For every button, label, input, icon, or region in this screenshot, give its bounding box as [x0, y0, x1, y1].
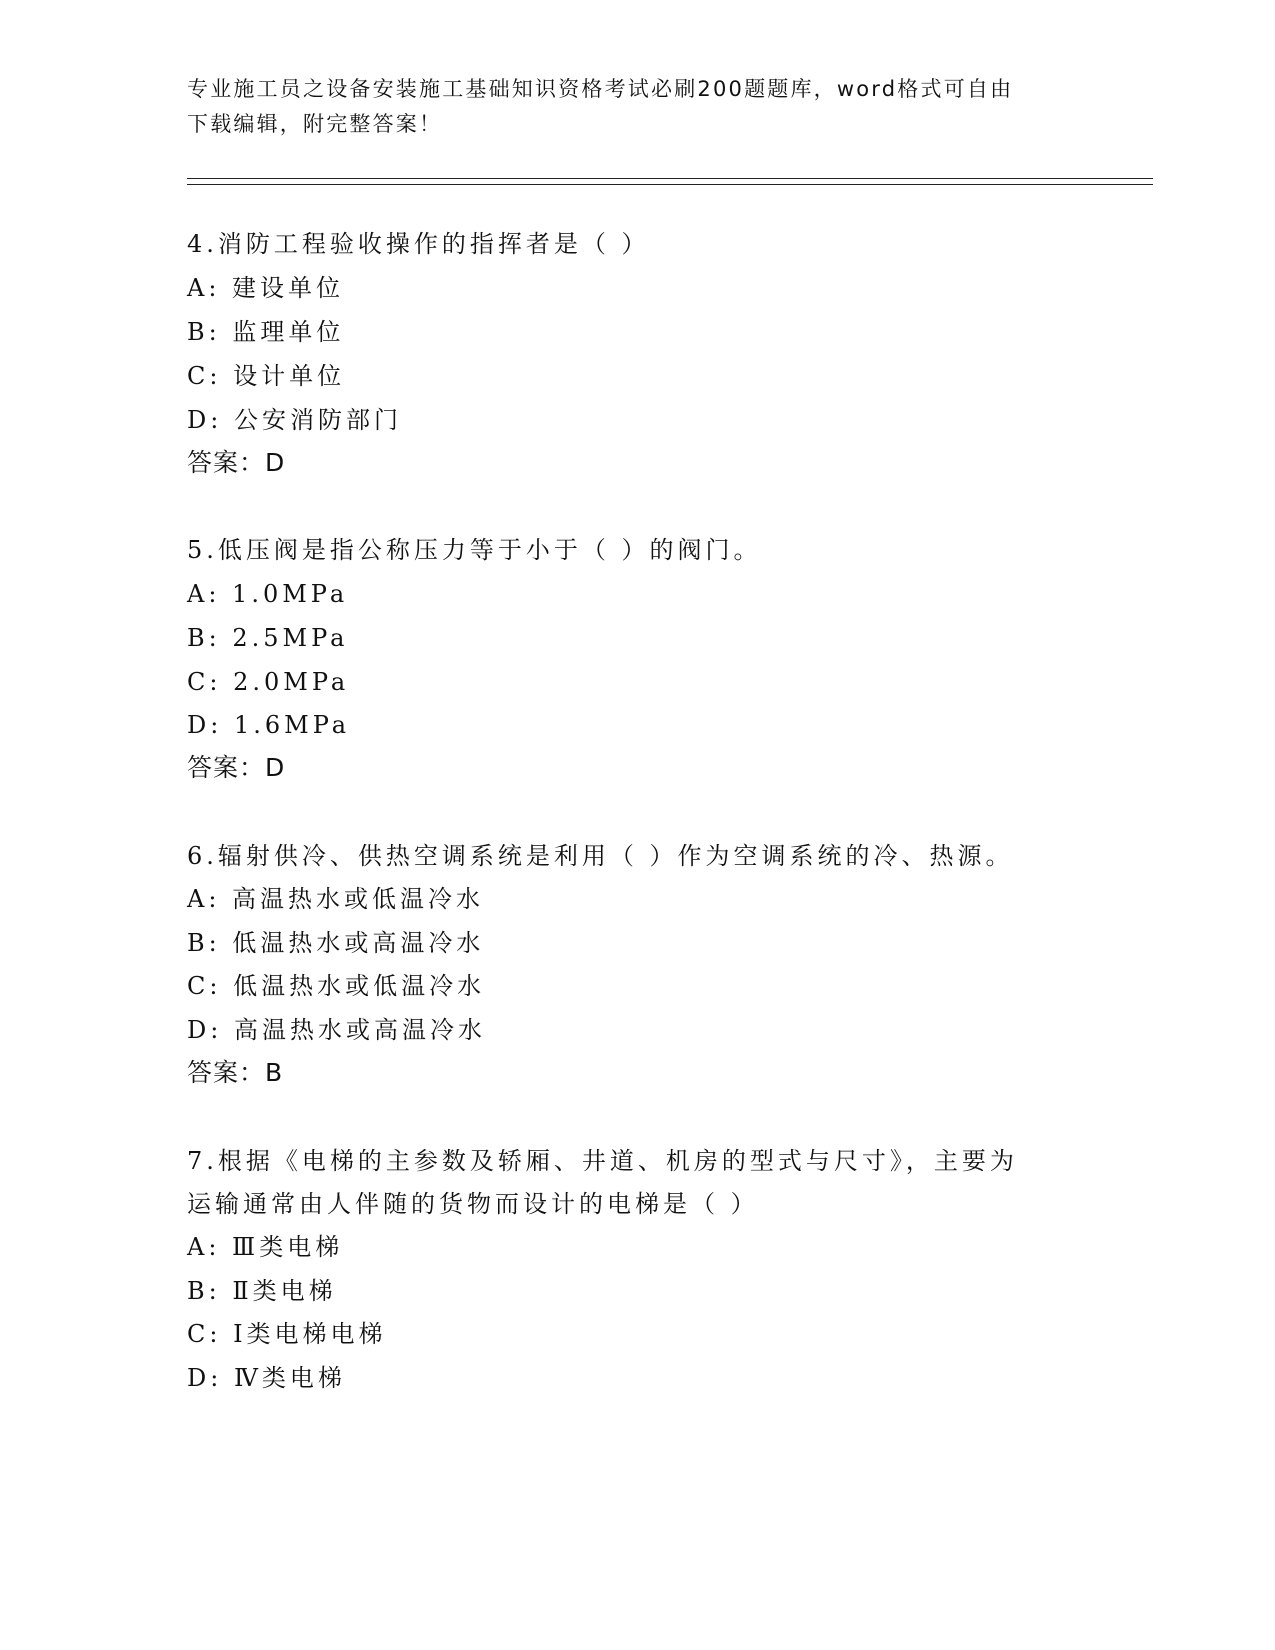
document-header — [187, 72, 1077, 142]
question-5-answer: 答案：D — [187, 753, 286, 782]
question-6-option-d: D: 高温热水或高温冷水 — [187, 1016, 486, 1044]
question-5-option-a: A: 1.0MPa — [187, 580, 349, 608]
question-5-stem: 5.低压阀是指公称压力等于小于（ ）的阀门。 — [187, 536, 762, 564]
question-7-stem-line-2: 运输通常由人伴随的货物而设计的电梯是（ ） — [187, 1190, 759, 1218]
question-7-option-b: B: Ⅱ类电梯 — [187, 1277, 337, 1305]
header-line-2: 下载编辑，附完整答案！ — [187, 112, 443, 136]
question-4-option-c: C: 设计单位 — [187, 362, 346, 390]
question-7-option-d: D: Ⅳ类电梯 — [187, 1364, 346, 1392]
question-6-answer: 答案：B — [187, 1058, 284, 1087]
question-4-stem: 4.消防工程验收操作的指挥者是（ ） — [187, 230, 650, 258]
header-double-rule — [187, 178, 1153, 185]
question-7-option-c: C: Ⅰ类电梯电梯 — [187, 1320, 387, 1348]
question-6-stem: 6.辐射供冷、供热空调系统是利用（ ）作为空调系统的冷、热源。 — [187, 842, 1014, 870]
question-7-stem-line-1: 7.根据《电梯的主参数及轿厢、井道、机房的型式与尺寸》，主要为 — [187, 1147, 1018, 1175]
question-5-option-b: B: 2.5MPa — [187, 624, 349, 652]
question-6-option-b: B: 低温热水或高温冷水 — [187, 929, 485, 957]
question-5-option-d: D: 1.6MPa — [187, 711, 351, 739]
header-line-1: 专业施工员之设备安装施工基础知识资格考试必刷200题题库，word格式可自由 — [187, 77, 1014, 101]
question-4-option-a: A: 建设单位 — [187, 274, 345, 302]
question-4-option-d: D: 公安消防部门 — [187, 406, 402, 434]
question-6-option-a: A: 高温热水或低温冷水 — [187, 885, 485, 913]
question-7-option-a: A: Ⅲ类电梯 — [187, 1233, 344, 1261]
question-5-option-c: C: 2.0MPa — [187, 668, 350, 696]
question-6-option-c: C: 低温热水或低温冷水 — [187, 972, 486, 1000]
question-4-option-b: B: 监理单位 — [187, 318, 345, 346]
question-4-answer: 答案：D — [187, 448, 286, 477]
